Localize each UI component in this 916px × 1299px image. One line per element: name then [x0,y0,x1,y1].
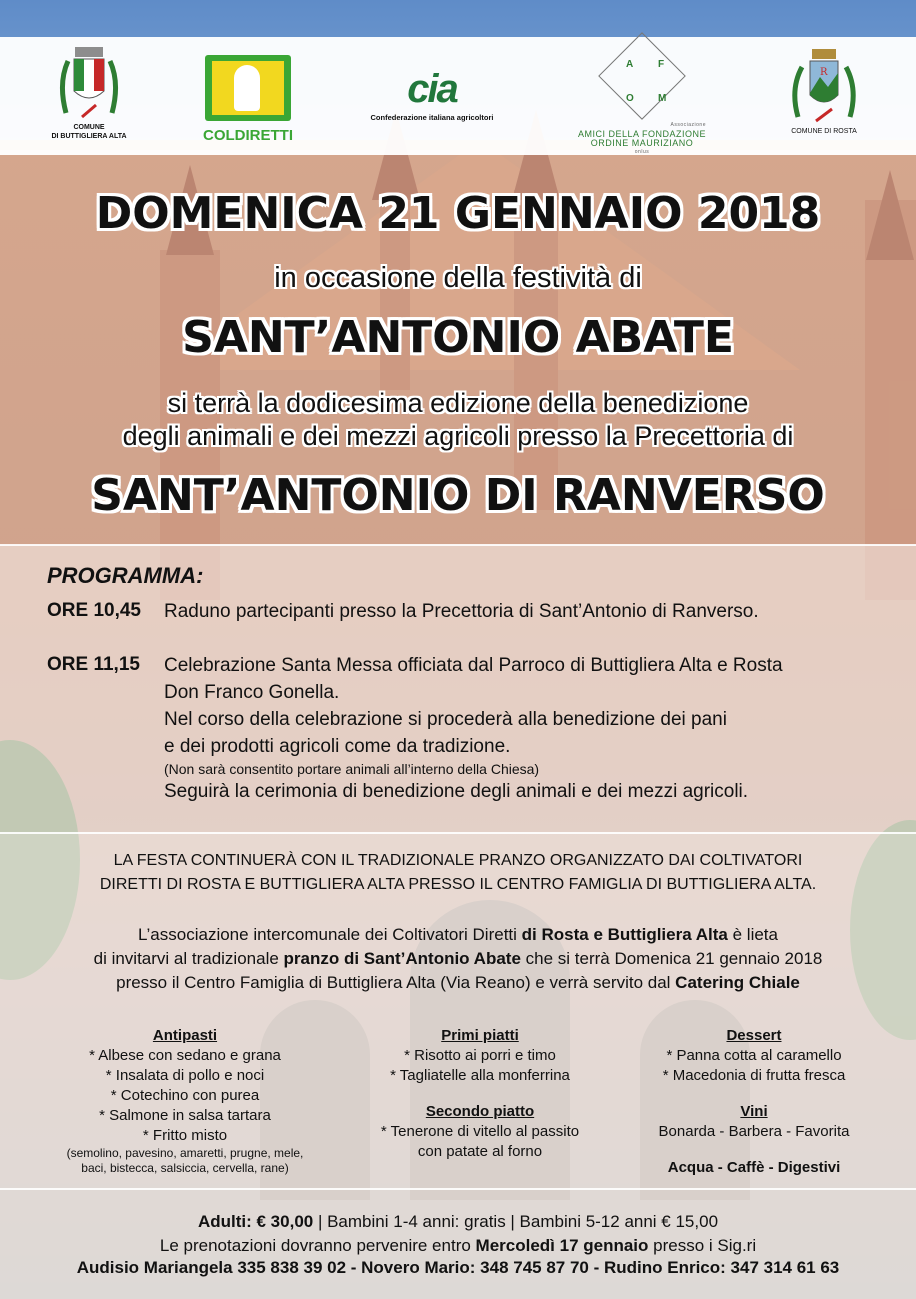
programme-line-1: Celebrazione Santa Messa officiata dal Parroco di Buttigliera Alta e Rosta [164,655,783,676]
cia-label: Confederazione italiana agricoltori [370,113,494,122]
afom-letter-f: F [658,59,665,70]
invite-3a: presso il Centro Famiglia di Buttigliera Alta (Via Reano) e verrà servito dal [116,973,676,992]
price-line [0,1210,916,1233]
afom-letter-o: O [626,93,634,104]
extras: Acqua - Caffè - Digestivi [667,1159,841,1176]
saint-title: SANT’ANTONIO ABATE [182,312,734,363]
primi-title: Primi piatti [441,1027,519,1044]
logo-buttigliera [45,43,133,141]
menu-dessert [620,1026,888,1178]
afom-name-line1: AMICI DELLA FONDAZIONE [577,129,707,139]
invite-1a: L’associazione intercomunale dei Coltivatori Diretti [138,925,522,944]
afom-letter-a: A [626,59,634,70]
afom-small-text: Associazione [670,122,706,128]
event-date: DOMENICA 21 GENNAIO 2018 [95,188,821,239]
invite-line-2 [0,947,916,971]
antipasti-item: * Cotechino con purea [110,1087,260,1104]
coldiretti-emblem-icon [205,55,291,121]
contacts-line: Audisio Mariangela 335 838 39 02 - Novero Mario: 348 745 87 70 - Rudino Enrico: 347 314 61 63 [76,1258,840,1277]
afom-name-line2: ORDINE MAURIZIANO [590,138,694,148]
antipasti-item: * Albese con sedano e grana [89,1047,281,1064]
rosta-crest-icon [790,47,858,127]
invite-2c: che si terrà Domenica 21 gennaio 2018 [520,949,823,968]
antipasti-title: Antipasti [152,1027,218,1044]
programme-time-2: ORE 11,15 [47,654,140,675]
antipasti-note-2: baci, bistecca, salsiccia, cervella, rane) [81,1161,289,1175]
menu-primi [340,1026,620,1162]
programme-title: PROGRAMMA: [47,563,204,588]
description-line-2: degli animali e dei mezzi agricoli presso la Precettoria di [122,421,794,451]
afom-letter-m: M [658,93,667,104]
secondo-item: * Tenerone di vitello al passito [380,1123,580,1140]
booking-deadline: Mercoledì 17 gennaio [475,1236,649,1255]
logo-rosta [782,47,866,136]
description-line-1: si terrà la dodicesima edizione della benedizione [167,388,749,418]
invite-2a: di invitarvi al tradizionale [93,949,284,968]
programme-text-2 [164,652,783,805]
programme-line-2: Don Franco Gonella. [164,682,340,703]
coldiretti-label: COLDIRETTI [203,127,293,144]
invite-3b: Catering Chiale [675,973,800,992]
programme-line-3: Nel corso della celebrazione si procederà alla benedizione dei pani [164,709,727,730]
occasion-text: in occasione della festività di [274,262,642,294]
programme-line-5: Seguirà la cerimonia di benedizione degli animali e dei mezzi agricoli. [164,781,749,802]
invite-2b: pranzo di Sant’Antonio Abate [283,949,521,968]
secondo-title: Secondo piatto [425,1103,535,1120]
programme-text-1: Raduno partecipanti presso la Precettoria di Sant’Antonio di Ranverso. [164,601,759,622]
programme-note: (Non sarà consentito portare animali all’interno della Chiesa) [164,761,540,777]
cia-mark-icon: cia [407,67,457,111]
logo-coldiretti [203,55,293,144]
dessert-item: * Macedonia di frutta fresca [662,1067,846,1084]
dessert-item: * Panna cotta al caramello [666,1047,842,1064]
booking-line [0,1234,916,1257]
buttigliera-caption-1: COMUNE [73,124,105,131]
logo-header [0,37,916,155]
afom-small-text-2: onlus [634,149,650,155]
programme-line-4: e dei prodotti agricoli come da tradizione. [164,736,511,757]
lunch-caps-line-2: DIRETTI DI ROSTA E BUTTIGLIERA ALTA PRESSO IL CENTRO FAMIGLIA DI BUTTIGLIERA ALTA. [99,876,817,893]
vini-title: Vini [740,1103,768,1120]
vini-item: Bonarda - Barbera - Favorita [658,1123,850,1140]
lunch-caps-line-1: LA FESTA CONTINUERÀ CON IL TRADIZIONALE PRANZO ORGANIZZATO DAI COLTIVATORI [113,852,803,869]
logo-cia [362,69,502,122]
invite-1b: di Rosta e Buttigliera Alta [521,925,728,944]
price-adults: Adulti: € 30,00 [197,1212,314,1231]
buttigliera-crest-icon [58,43,120,123]
rosta-caption: COMUNE DI ROSTA [791,128,857,135]
buttigliera-caption-2: DI BUTTIGLIERA ALTA [51,133,127,140]
antipasti-item: * Fritto misto [142,1127,228,1144]
price-children: | Bambini 1-4 anni: gratis | Bambini 5-12 anni € 15,00 [313,1212,719,1231]
menu-antipasti [30,1026,340,1176]
invite-line-3 [0,971,916,995]
dessert-title: Dessert [726,1027,782,1044]
booking-c: presso i Sig.ri [648,1236,757,1255]
booking-a: Le prenotazioni dovranno pervenire entro [159,1236,476,1255]
antipasti-item: * Insalata di pollo e noci [105,1067,265,1084]
primi-item: * Tagliatelle alla monferrina [390,1067,570,1084]
secondo-item: con patate al forno [417,1143,543,1160]
svg-text:R: R [820,67,828,78]
programme-time-1: ORE 10,45 [47,600,141,621]
antipasti-note-1: (semolino, pavesino, amaretti, prugne, mele, [66,1146,304,1160]
invite-1c: è lieta [727,925,778,944]
invite-line-1 [0,923,916,947]
place-title: SANT’ANTONIO DI RANVERSO [91,470,825,521]
primi-item: * Risotto ai porri e timo [404,1047,556,1064]
antipasti-item: * Salmone in salsa tartara [99,1107,271,1124]
